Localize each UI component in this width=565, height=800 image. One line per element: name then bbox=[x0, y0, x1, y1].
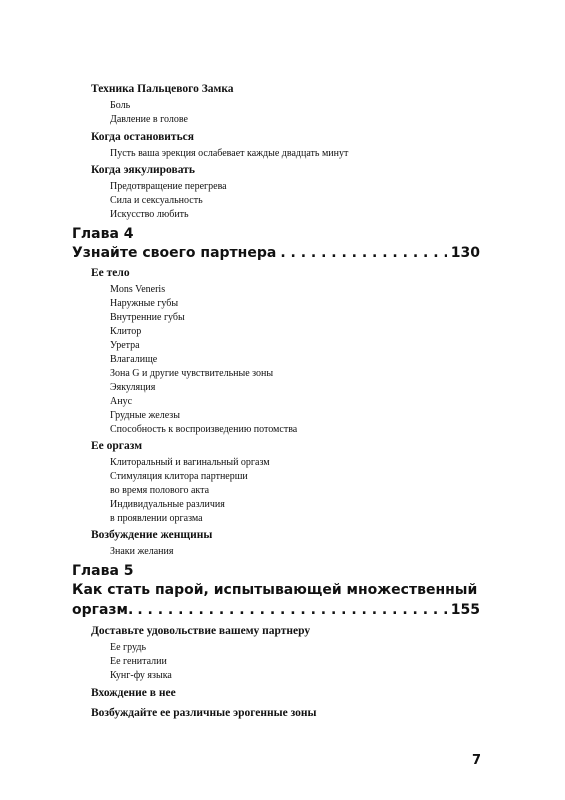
chapter-title: Как стать парой, испытывающей множественный bbox=[72, 582, 478, 598]
section-heading: Ее оргазм bbox=[91, 440, 143, 452]
chapter-title: Узнайте своего партнера bbox=[72, 245, 277, 261]
section-heading: Возбуждение женщины bbox=[91, 529, 213, 541]
subsection-item: Стимуляция клитора партнерши bbox=[110, 471, 248, 482]
dot-leader bbox=[137, 601, 446, 619]
subsection-item: Боль bbox=[110, 100, 131, 111]
section-heading: Когда остановиться bbox=[91, 131, 194, 143]
chapter-label: Глава 5 bbox=[72, 563, 134, 579]
subsection-item: Уретра bbox=[110, 340, 140, 351]
subsection-item: Наружные губы bbox=[110, 298, 179, 309]
chapter-page-number: 155 bbox=[450, 602, 480, 618]
section-heading: Доставьте удовольствие вашему партнеру bbox=[91, 625, 311, 637]
chapter-page-number: 130 bbox=[450, 245, 480, 261]
chapter-title-continued: оргазм. bbox=[72, 602, 134, 618]
subsection-item: Знаки желания bbox=[110, 546, 174, 557]
subsection-item: Клиторальный и вагинальный оргазм bbox=[110, 457, 270, 468]
subsection-item: Ее грудь bbox=[110, 642, 147, 653]
subsection-item: Эякуляция bbox=[110, 382, 156, 393]
section-heading: Когда эякулировать bbox=[91, 164, 195, 176]
subsection-item: Сила и сексуальность bbox=[110, 195, 203, 206]
subsection-item: Предотвращение перегрева bbox=[110, 181, 227, 192]
dot-leader bbox=[280, 244, 446, 262]
chapter-title-line bbox=[72, 601, 480, 619]
chapter-title-line bbox=[72, 244, 480, 262]
section-heading: Техника Пальцевого Замка bbox=[91, 83, 234, 95]
subsection-item: Индивидуальные различия bbox=[110, 499, 225, 510]
subsection-item: в проявлении оргазма bbox=[110, 513, 203, 524]
chapter-label: Глава 4 bbox=[72, 226, 134, 242]
subsection-item: Давление в голове bbox=[110, 114, 188, 125]
subsection-item: Пусть ваша эрекция ослабевает каждые двадцать минут bbox=[110, 148, 349, 159]
subsection-item: Клитор bbox=[110, 326, 142, 337]
subsection-item: Mons Veneris bbox=[110, 284, 166, 295]
subsection-item: Способность к воспроизведению потомства bbox=[110, 424, 298, 435]
subsection-item: Зона G и другие чувствительные зоны bbox=[110, 368, 274, 379]
subsection-item: Внутренние губы bbox=[110, 312, 185, 323]
subsection-item: Влагалище bbox=[110, 354, 158, 365]
page-number: 7 bbox=[472, 753, 482, 768]
section-heading: Ее тело bbox=[91, 267, 130, 279]
subsection-item: Кунг-фу языка bbox=[110, 670, 172, 681]
subsection-item: Анус bbox=[110, 396, 133, 407]
subsection-item: во время полового акта bbox=[110, 485, 210, 496]
section-heading: Вхождение в нее bbox=[91, 687, 176, 699]
subsection-item: Ее гениталии bbox=[110, 656, 167, 667]
subsection-item: Грудные железы bbox=[110, 410, 180, 421]
subsection-item: Искусство любить bbox=[110, 209, 189, 220]
section-heading: Возбуждайте ее различные эрогенные зоны bbox=[91, 707, 317, 719]
